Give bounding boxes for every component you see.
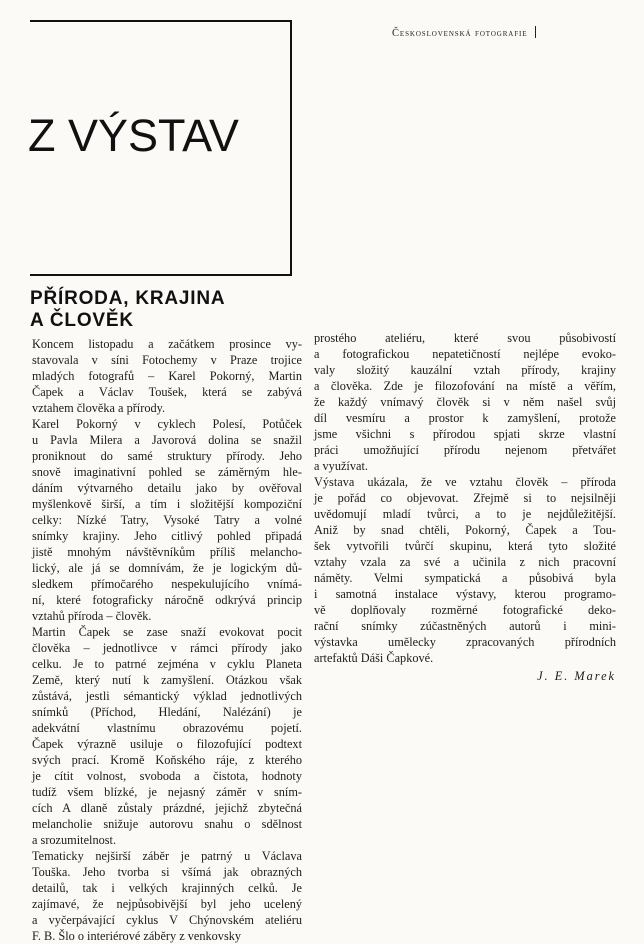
text-line: a vyčerpávající cyklus V Chýnovském ateliéru xyxy=(32,913,302,927)
text-line: šek vytvořili tvůrčí skupinu, která tyto složité xyxy=(314,539,616,553)
text-line: myšlenkově širší, a tím i složitější kompoziční xyxy=(32,497,302,511)
text-line: Martin Čapek se zase snaží evokovat pocit xyxy=(32,625,302,639)
text-line: svých prací. Kromě Koňského ráje, z kterého xyxy=(32,753,302,767)
text-line: Tematicky nejširší záběr je patrný u Václava xyxy=(32,849,302,863)
text-line: Čapek výrazně usiluje o filozofující podtext xyxy=(32,737,302,751)
text-line: i samotná instalace výstavy, kterou programo- xyxy=(314,587,616,601)
author-signature: J. E. Marek xyxy=(537,669,616,683)
section-title: Z VÝSTAV xyxy=(28,110,239,161)
text-line: snímků (Příchod, Hledání, Nalézání) je xyxy=(32,705,302,719)
text-line: je pořád co objevovat. Zřejmě si to nejsilněji xyxy=(314,491,616,505)
text-line: celku. Je to patrné zejména v cyklu Planeta xyxy=(32,657,302,671)
text-line: výstavka umělecky zpracovaných přírodních xyxy=(314,635,616,649)
text-line: adekvátní vlastnímu obrazovému pojetí. xyxy=(32,721,302,735)
text-line: zajímavé, že nejpůsobivější byl jeho ucelený xyxy=(32,897,302,911)
text-line: stavovala v síni Fotochemy v Praze trojice xyxy=(32,353,302,367)
text-line: artefaktů Dáši Čapkové. xyxy=(314,651,434,665)
magazine-name: Československá fotografie xyxy=(392,28,528,39)
right-column xyxy=(314,330,616,684)
text-line: melancholie snižuje autorovu snahu o sdělnost xyxy=(32,817,302,831)
text-line: jsme všichni s přírodou spjati skrze vlastní xyxy=(314,427,616,441)
text-line: a využívat. xyxy=(314,459,368,473)
article-title-line: PŘÍRODA, KRAJINA xyxy=(30,288,226,309)
text-line: valy složitý kauzální vztah přírody, krajiny xyxy=(314,363,616,377)
text-line: mladých fotografů – Karel Pokorný, Martin xyxy=(32,369,302,383)
text-line: vztahy vzala za své a učinila z nich pracovní xyxy=(314,555,616,569)
header-rule xyxy=(535,26,536,38)
text-line: a srozumitelnost. xyxy=(32,833,117,847)
text-line: tudíž všem blízké, je nejasný záměr v sním- xyxy=(32,785,302,799)
text-line: a člověka. Zde je filozofování na místě a věřím, xyxy=(314,379,616,393)
text-line: vě doplňovaly rozměrné fotografické deko- xyxy=(314,603,616,617)
text-line: ní, které fotograficky náročně odkrývá princip xyxy=(32,593,302,607)
text-line: Země, který nutí k zamyšlení. Otázkou však xyxy=(32,673,302,687)
running-head xyxy=(392,26,622,39)
text-line: dáním výtvarného detailu jako by ověřoval xyxy=(32,481,302,495)
text-line: vztahů příroda – člověk. xyxy=(32,609,152,623)
text-line: snově imaginativní pohled se záměrným hle- xyxy=(32,465,302,479)
text-line: cích A dlaně zůstaly prázdné, jejichž zbytečná xyxy=(32,801,302,815)
text-line: že každý vnímavý člověk si v něm našel svůj xyxy=(314,395,616,409)
text-line: lický, ale já se domnívám, že je logickým dů- xyxy=(32,561,302,575)
paragraph xyxy=(32,848,302,944)
text-line: F. B. Šlo o interiérové záběry z venkovsky xyxy=(32,929,242,943)
section-title-box xyxy=(30,20,292,276)
text-line: Aniž by snad chtěli, Pokorný, Čapek a Tou- xyxy=(314,523,616,537)
text-line: Výstava ukázala, že ve vztahu člověk – příroda xyxy=(314,475,616,489)
article-title xyxy=(30,288,310,332)
paragraph xyxy=(314,474,616,666)
paragraph xyxy=(32,416,302,624)
text-line: vztahem člověka a přírody. xyxy=(32,401,166,415)
text-line: náměty. Velmi sympatická a působivá byla xyxy=(314,571,616,585)
text-line: je cítit volnost, svoboda a čistota, hodnoty xyxy=(32,769,302,783)
text-line: sledkem přímočarého nespekulujícího vnímá- xyxy=(32,577,302,591)
text-line: celky: Nízké Tatry, Vysoké Tatry a volné xyxy=(32,513,302,527)
text-line: rační snímky zúčastněných autorů i mini- xyxy=(314,619,616,633)
text-line: Čapek a Václav Toušek, která se zabývá xyxy=(32,385,302,399)
text-line: snímky krajiny. Jeho citlivý pohled připadá xyxy=(32,529,302,543)
text-line: Koncem listopadu a začátkem prosince vy- xyxy=(32,337,302,351)
text-line: prostého ateliéru, které svou působivostí xyxy=(314,331,616,345)
left-column xyxy=(32,336,302,944)
text-line: detailů, tak i velkých krajinných celků. Je xyxy=(32,881,302,895)
text-line: jistě mnohým návštěvníkům příliš melancho- xyxy=(32,545,302,559)
text-line: práci umožňující přírodu nejenom přetvářet xyxy=(314,443,616,457)
text-line: a fotografickou nepatetičností nejlépe evoko- xyxy=(314,347,616,361)
text-line: díl vesmíru a prostor k zamyšlení, protože xyxy=(314,411,616,425)
text-line: uvědomují mladí tvůrci, a to je nejdůležitější. xyxy=(314,507,616,521)
text-line: proniknout do samé struktury přírody. Jeho xyxy=(32,449,302,463)
article-title-line: A ČLOVĚK xyxy=(30,310,134,331)
text-line: Touška. Jeho tvorba si všímá jak obrazných xyxy=(32,865,302,879)
paragraph xyxy=(32,336,302,416)
text-line: člověka – jednotlivce v rámci přírody jako xyxy=(32,641,302,655)
text-line: zůstává, jestli sémantický výklad jednotlivých xyxy=(32,689,302,703)
paragraph xyxy=(314,330,616,474)
text-line: Karel Pokorný v cyklech Polesí, Potůček xyxy=(32,417,302,431)
paragraph xyxy=(32,624,302,848)
text-line: u Pavla Milera a Javorová dolina se snažil xyxy=(32,433,302,447)
